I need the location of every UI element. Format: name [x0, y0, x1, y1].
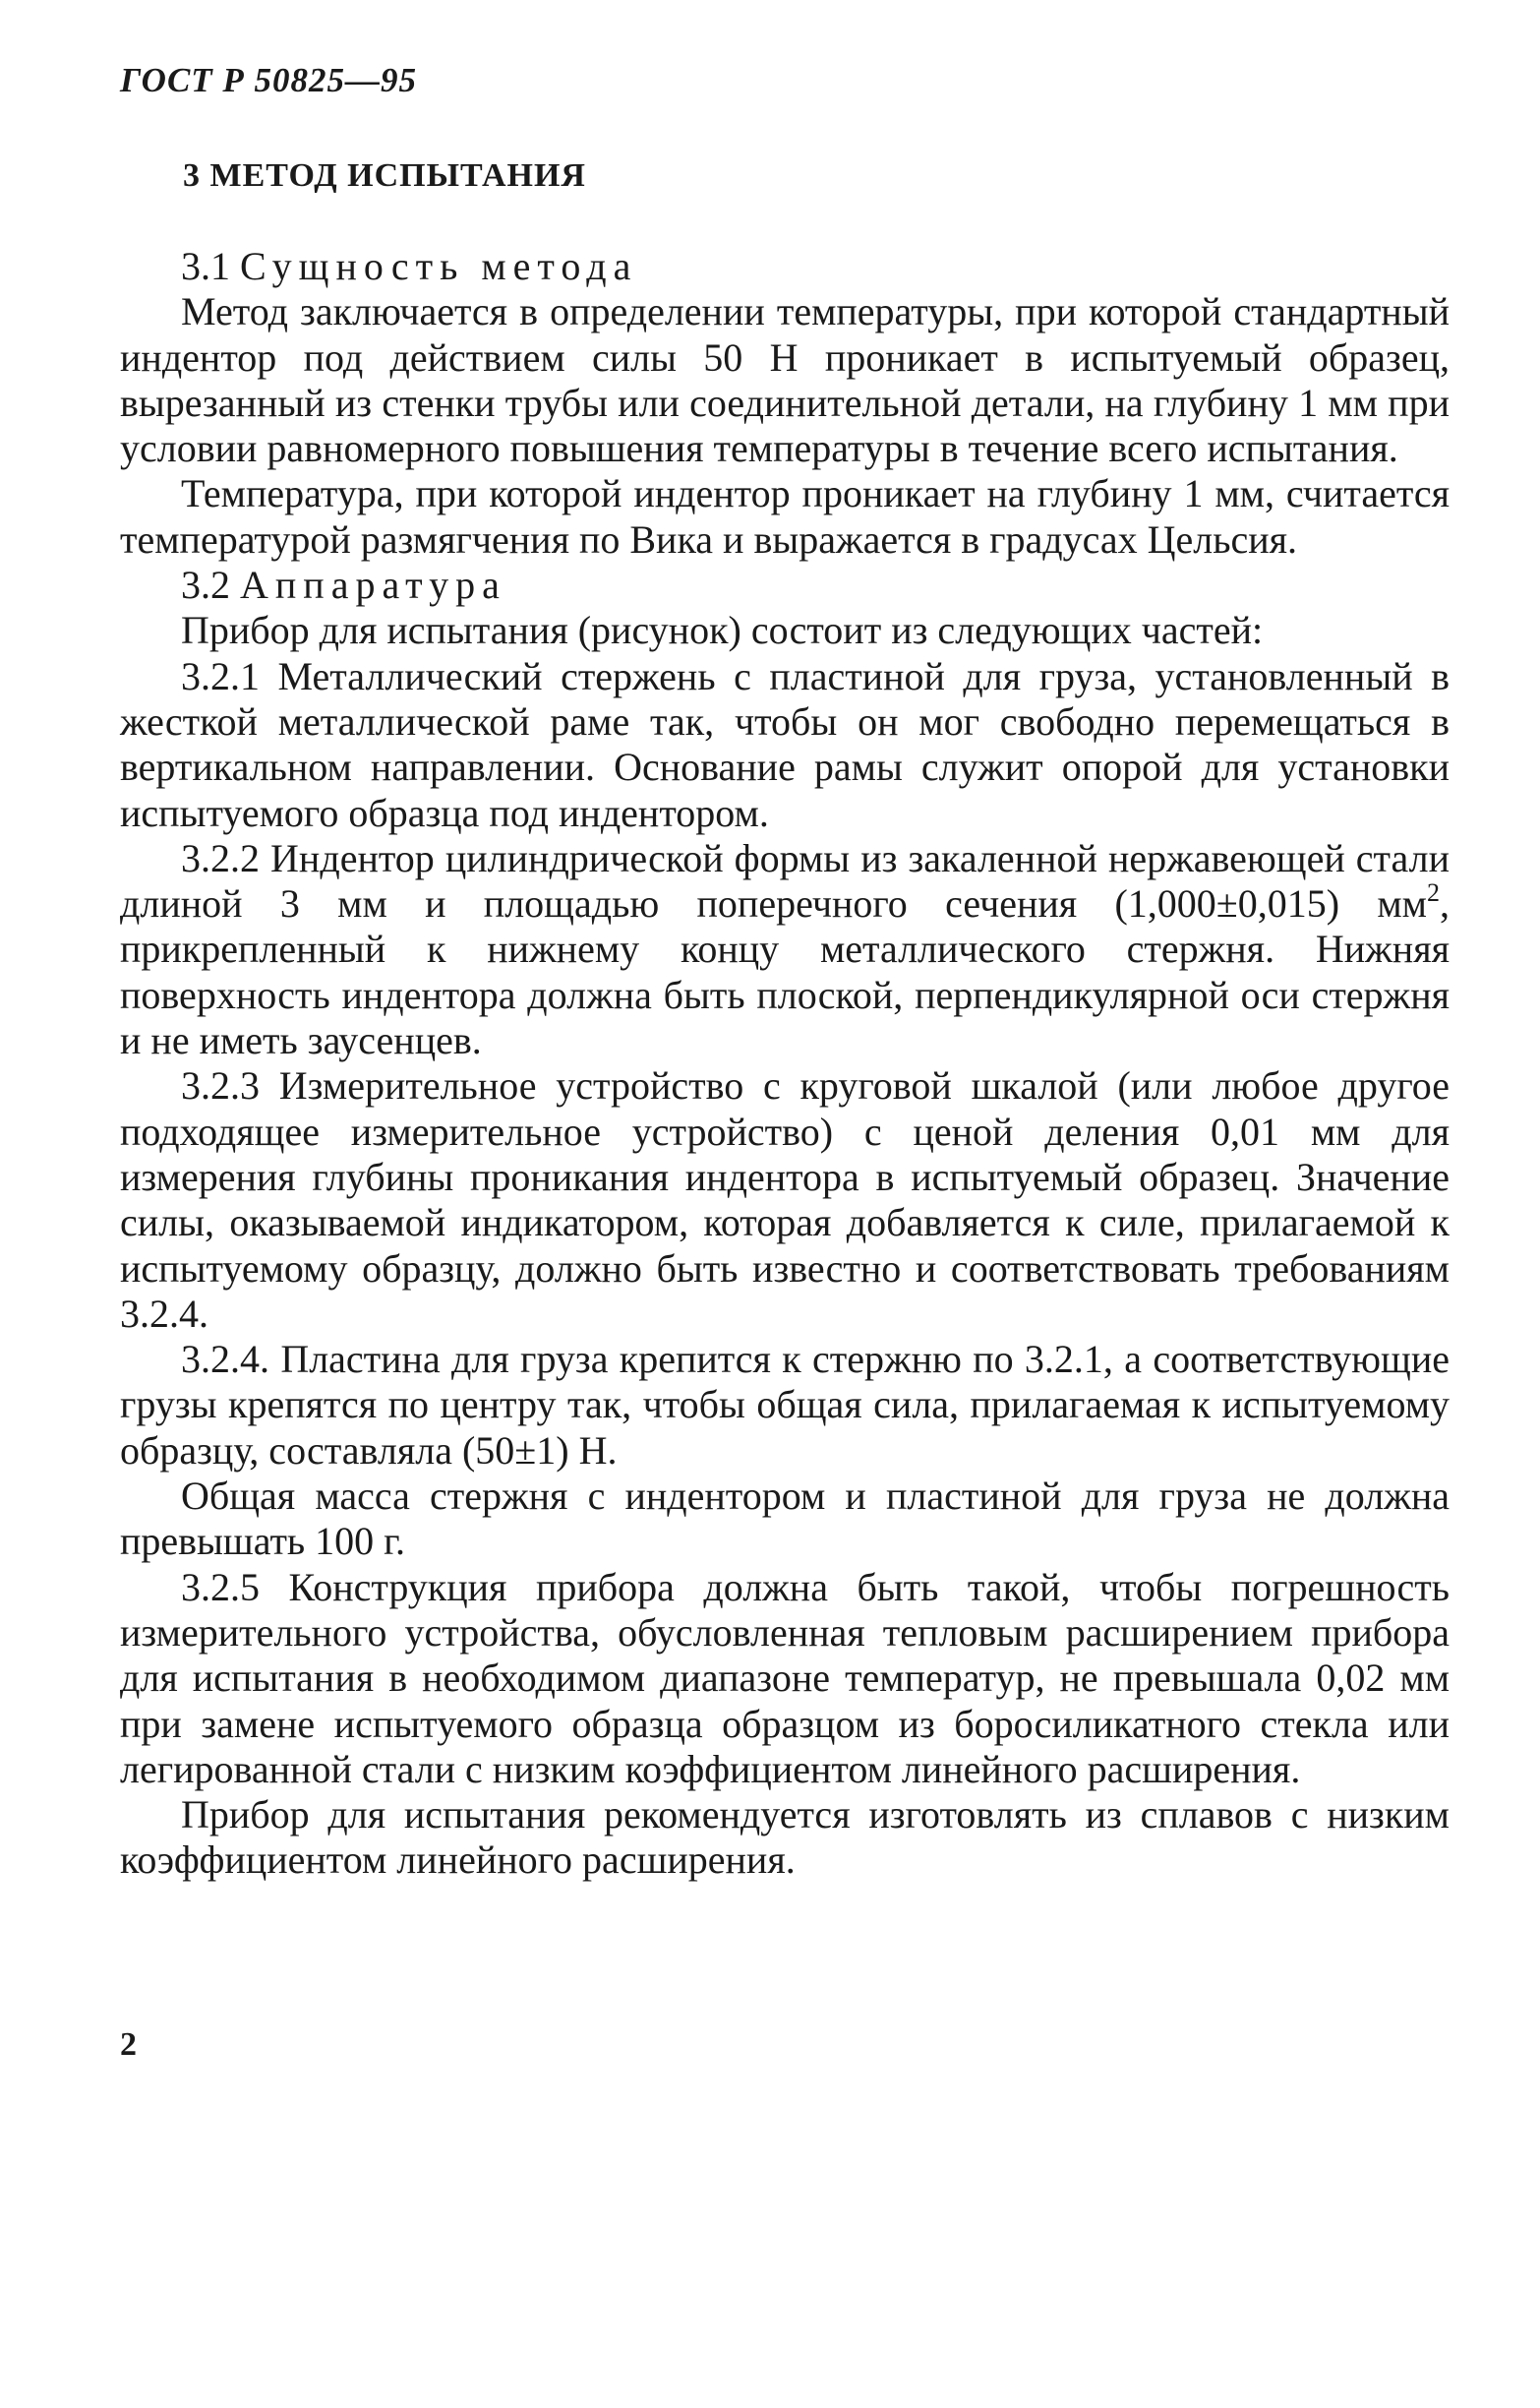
paragraph: 3.2.3 Измерительное устройство с круговой шкалой (или любое другое подходящее измерительное устройство) с ценой деления 0,01 мм для измерения глубины проникания индентора в испытуемый образец. Значение силы, оказываемой индикатором, которая добавляется к силе, прилагаемой к испытуемому образцу, должно быть известно и соответствовать требованиям 3.2.4.: [120, 1063, 1450, 1336]
page-number: 2: [120, 2026, 137, 2063]
paragraph: Общая масса стержня с индентором и пластиной для груза не должна превышать 100 г.: [120, 1474, 1450, 1564]
subsection-title: Сущность метода: [240, 244, 638, 288]
superscript: 2: [1427, 878, 1440, 908]
paragraph: [120, 836, 1450, 1063]
paragraph-text: , прикрепленный к нижнему концу металлического стержня. Нижняя поверхность индентора должна быть плоской, перпендикулярной оси стержня и не иметь заусенцев.: [120, 881, 1450, 1063]
subsection-title: Аппаратура: [240, 563, 506, 608]
paragraph: Прибор для испытания (рисунок) состоит из следующих частей:: [181, 608, 1264, 653]
section-title: 3 МЕТОД ИСПЫТАНИЯ: [183, 157, 586, 194]
document-body: [120, 244, 1450, 1884]
subsection-number: 3.1: [181, 244, 230, 288]
subsection-heading-3-1: [120, 244, 1450, 289]
paragraph-text: 3.2.2 Индентор цилиндрической формы из закаленной нержавеющей стали длиной 3 мм и площадью поперечного сечения (1,000±0,015) мм: [120, 835, 1450, 927]
paragraph: 3.2.5 Конструкция прибора должна быть такой, чтобы погрешность измерительного устройства, обусловленная тепловым расширением прибора для испытания в необходимом диапазоне температур, не превышала 0,02 мм при замене испытуемого образца образцом из боросиликатного стекла или легированной стали с низким коэффициентом линейного расширения.: [120, 1564, 1450, 1791]
document-header: ГОСТ Р 50825—95: [120, 61, 418, 99]
paragraph: Прибор для испытания рекомендуется изготовлять из сплавов с низким коэффициентом линейного расширения.: [120, 1792, 1450, 1883]
paragraph: 3.2.1 Металлический стержень с пластиной для груза, установленный в жесткой металлической раме так, чтобы он мог свободно перемещаться в вертикальном направлении. Основание рамы служит опорой для установки испытуемого образца под индентором.: [120, 653, 1450, 835]
subsection-number: 3.2: [181, 563, 230, 608]
subsection-heading-3-2: [120, 563, 1450, 608]
paragraph: Метод заключается в определении температуры, при которой стандартный индентор под действием силы 50 Н проникает в испытуемый образец, вырезанный из стенки трубы или соединительной детали, на глубину 1 мм при условии равномерного повышения температуры в течение всего испытания.: [120, 289, 1450, 471]
paragraph: Температура, при которой индентор проникает на глубину 1 мм, считается температурой размягчения по Вика и выражается в градусах Цельсия.: [120, 471, 1450, 562]
paragraph: 3.2.4. Пластина для груза крепится к стержню по 3.2.1, а соответствующие грузы крепятся по центру так, чтобы общая сила, прилагаемая к испытуемому образцу, составляла (50±1) Н.: [120, 1337, 1450, 1473]
